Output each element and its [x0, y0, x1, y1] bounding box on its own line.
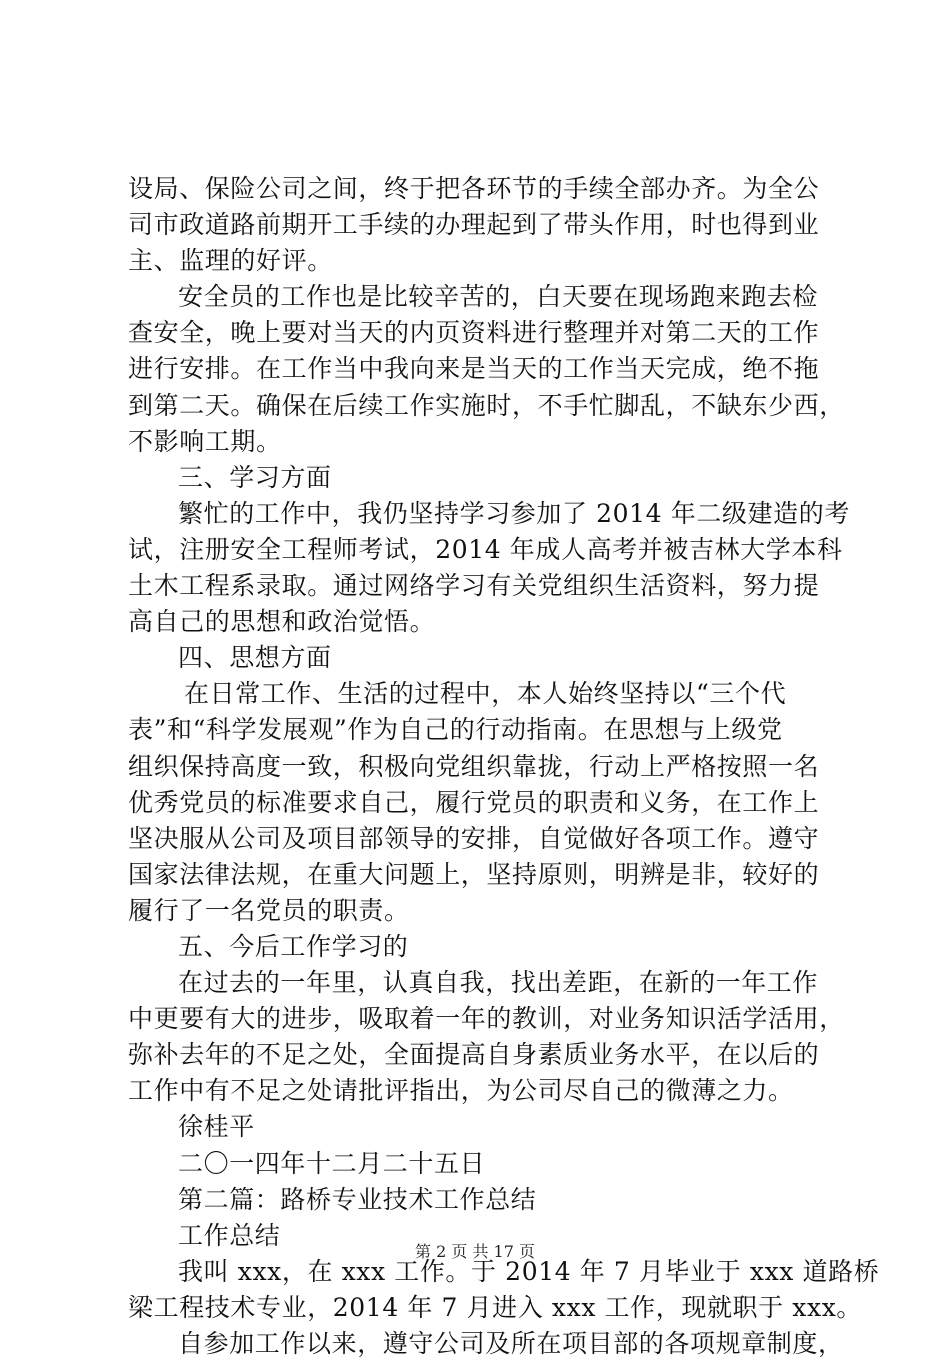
text-line: 国家法律法规，在重大问题上，坚持原则，明辨是非，较好的	[128, 859, 820, 889]
text-line: 组织保持高度一致，积极向党组织靠拢，行动上严格按照一名	[128, 751, 820, 781]
text-line: 优秀党员的标准要求自己，履行党员的职责和义务，在工作上	[128, 787, 820, 817]
text-line: 在过去的一年里，认真自我，找出差距，在新的一年工作	[178, 968, 819, 998]
text-line: 梁工程技术专业，2014 年 7 月进入 xxx 工作，现就职于 xxx。	[128, 1292, 863, 1322]
text-line: 到第二天。确保在后续工作实施时，不手忙脚乱，不缺东少西，	[128, 390, 845, 420]
text-line: 司市政道路前期开工手续的办理起到了带头作用，时也得到业	[128, 210, 820, 240]
page-number: 第 2 页 共 17 页	[415, 1242, 535, 1261]
text-line: 自参加工作以来，遵守公司及所在项目部的各项规章制度，	[178, 1329, 844, 1358]
text-line: 设局、保险公司之间，终于把各环节的手续全部办齐。为全公	[128, 174, 820, 203]
text-line: 不影响工期。	[128, 426, 282, 456]
text-line: 土木工程系录取。通过网络学习有关党组织生活资料，努力提	[128, 571, 820, 601]
text-line: 主、监理的好评。	[128, 246, 333, 276]
signature-date: 二〇一四年十二月二十五日	[178, 1148, 486, 1178]
text-line: 我叫 xxx，在 xxx 工作。于 2014 年 7 月毕业于 xxx 道路桥	[178, 1256, 880, 1286]
text-line: 在日常工作、生活的过程中，本人始终坚持以“三个代	[184, 679, 787, 709]
text-line: 工作中有不足之处请批评指出，为公司尽自己的微薄之力。	[128, 1076, 794, 1106]
text-line: 履行了一名党员的职责。	[128, 895, 410, 925]
text-line: 弥补去年的不足之处，全面提高自身素质业务水平，在以后的	[128, 1040, 820, 1070]
text-line: 安全员的工作也是比较辛苦的，白天要在现场跑来跑去检	[178, 282, 819, 312]
signature-name: 徐桂平	[178, 1112, 255, 1142]
section-heading: 四、思想方面	[178, 643, 332, 673]
text-line: 表”和“科学发展观”作为自己的行动指南。在思想与上级党	[128, 715, 783, 745]
text-line: 查安全，晚上要对当天的内页资料进行整理并对第二天的工作	[128, 318, 820, 348]
text-line: 中更要有大的进步，吸取着一年的教训，对业务知识活学活用，	[128, 1004, 845, 1034]
section-heading: 三、学习方面	[178, 462, 332, 492]
document-body	[128, 171, 880, 1362]
text-line: 进行安排。在工作当中我向来是当天的工作当天完成，绝不拖	[128, 354, 820, 384]
text-line: 坚决服从公司及项目部领导的安排，自觉做好各项工作。遵守	[128, 823, 820, 853]
text-line: 试，注册安全工程师考试，2014 年成人高考并被吉林大学本科	[128, 534, 843, 564]
section-heading: 工作总结	[178, 1220, 281, 1250]
chapter-title: 第二篇：路桥专业技术工作总结	[178, 1184, 537, 1214]
text-line: 高自己的思想和政治觉悟。	[128, 607, 436, 637]
section-heading: 五、今后工作学习的	[178, 931, 409, 961]
text-line: 繁忙的工作中，我仍坚持学习参加了 2014 年二级建造的考	[178, 498, 850, 528]
